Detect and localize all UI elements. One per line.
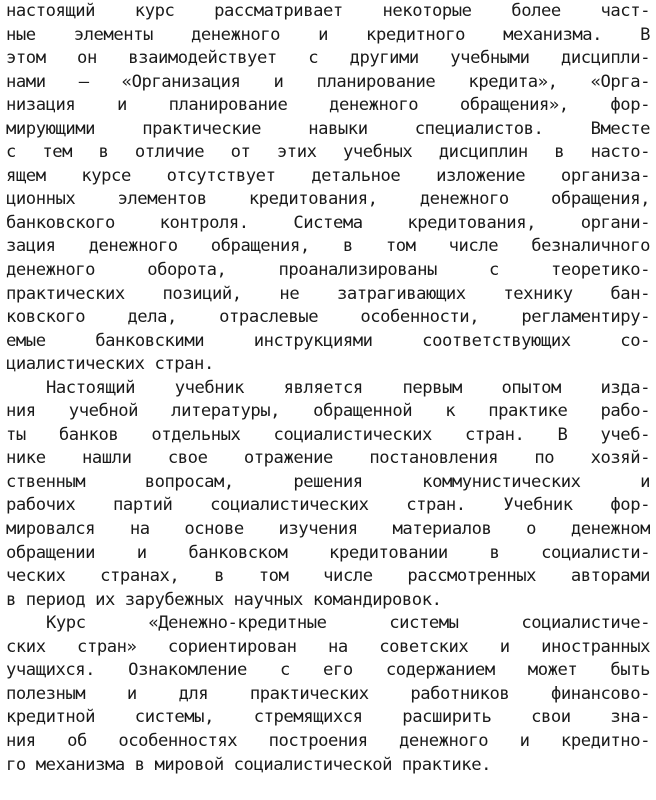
text-line: Курс «Денежно-кредитные системы социалистиче- [46,613,650,634]
text-line: в период их зарубежных научных командировок. [6,589,442,610]
paragraph-3 [6,612,650,777]
text-line: рабочих партий социалистических стран. Учебник фор- [6,495,650,516]
paragraph-1 [6,0,650,377]
text-line: этом он взаимодействует с другими учебными дисципли- [6,48,650,69]
text-line: го механизма в мировой социалистической практике. [6,754,491,775]
text-line: практических позиций, не затрагивающих технику бан- [6,283,650,304]
text-line: нике нашли свое отражение постановления по хозяй- [6,448,650,469]
text-line: ционных элементов кредитования, денежного обращения, [6,189,650,210]
text-line: мирующими практические навыки специалистов. Вместе [6,118,650,139]
text-line: с тем в отличие от этих учебных дисциплин в насто- [6,142,650,163]
text-line: обращении и банковском кредитовании в социалисти- [6,542,650,563]
text-line: кредитной системы, стремящихся расширить свои зна- [6,707,650,728]
text-line: ния учебной литературы, обращенной к практике рабо- [6,401,650,422]
text-line: ковского дела, отраслевые особенности, регламентиру- [6,307,650,328]
text-line: ные элементы денежного и кредитного механизма. В [6,24,650,45]
text-line: мировался на основе изучения материалов о денежном [6,519,650,540]
text-line: учащихся. Ознакомление с его содержанием может быть [6,660,650,681]
text-line: Настоящий учебник является первым опытом изда- [46,377,650,398]
text-line: ния об особенностях построения денежного и кредитно- [6,730,650,751]
text-line: ческих странах, в том числе рассмотренных авторами [6,566,650,587]
document-page [6,0,650,777]
text-line: ственным вопросам, решения коммунистических и [6,471,650,492]
text-line: емые банковскими инструкциями соответствующих со- [6,330,650,351]
text-line: банковского контроля. Система кредитования, органи- [6,212,650,233]
text-line: настоящий курс рассматривает некоторые более част- [6,1,650,21]
text-line: ских стран» сориентирован на советских и иностранных [6,636,650,657]
text-line: низация и планирование денежного обращения», фор- [6,95,650,116]
text-line: денежного оборота, проанализированы с теоретико- [6,260,650,281]
paragraph-2 [6,377,650,612]
text-line: зация денежного обращения, в том числе безналичного [6,236,650,257]
text-line: нами — «Организация и планирование кредита», «Орга- [6,71,650,92]
text-line: полезным и для практических работников финансово- [6,683,650,704]
text-line: циалистических стран. [6,354,214,375]
text-line: ты банков отдельных социалистических стран. В учеб- [6,424,650,445]
text-line: ящем курсе отсутствует детальное изложение организа- [6,165,650,186]
